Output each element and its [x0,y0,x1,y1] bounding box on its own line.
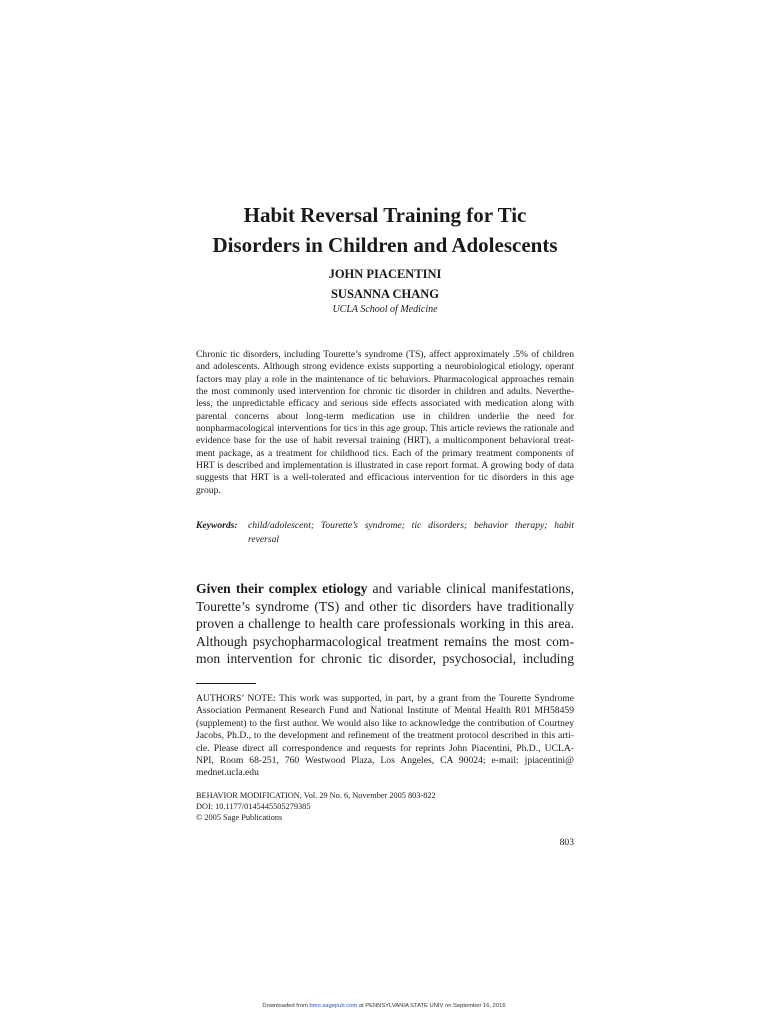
abstract-line: the most commonly used intervention for chronic tic disorder in children and adults. Neverthe- [196,386,574,398]
body-line [196,580,574,598]
journal-doi: DOI: 10.1177/0145445505279385 [196,802,311,812]
abstract-line: and adolescents. Although strong evidence exists supporting a neurobiological etiology, operant [196,361,574,373]
body-text [196,580,574,668]
abstract-line: nonpharmacological interventions for tics in this age group. This article reviews the rationale and [196,423,574,435]
abstract-line: less, the unpredictable efficacy and serious side effects associated with medication along with [196,398,574,410]
abstract-line: suggests that HRT is a well-tolerated and efficacious intervention for tic disorders in this age [196,472,574,484]
body-lead-in: Given their complex etiology [196,581,368,596]
authors-note-line: NPI, Room 68-251, 760 Westwood Plaza, Los Angeles, CA 90024; e-mail: jpiacentini@ [196,754,574,766]
abstract-line: HRT is described and implementation is illustrated in case report format. A growing body of data [196,460,574,472]
authors-note-line: Jacobs, Ph.D., to the development and refinement of the treatment protocol described in this arti- [196,730,574,742]
journal-copyright: © 2005 Sage Publications [196,813,283,823]
footnote-rule [196,683,256,684]
body-line: proven a challenge to health care professionals working in this area. [196,616,574,631]
abstract-line: evidence base for the use of habit reversal training (HRT), a multicomponent behavioral treat- [196,435,574,447]
body-line-rest: and variable clinical manifestations, [367,581,574,596]
author-affiliation: UCLA School of Medicine [332,304,438,315]
body-line: Although psychopharmacological treatment remains the most com- [196,633,574,649]
abstract-line: group. [196,484,221,496]
abstract [196,349,574,497]
authors-note-line: cle. Please direct all correspondence and requests for reprints John Piacentini, Ph.D., UCLA- [196,742,574,754]
authors-note-line: mednet.ucla.edu [196,767,259,779]
article-title [196,200,574,260]
journal-citation: BEHAVIOR MODIFICATION, Vol. 29 No. 6, November 2005 803-822 [196,791,436,800]
authors-note-line: (supplement) to the first author. We would also like to acknowledge the contribution of Courtney [196,717,574,729]
authors-note [196,693,574,780]
page-number: 803 [559,837,574,848]
footer-prefix: Downloaded from [262,1003,310,1009]
author-name: JOHN PIACENTINI [328,267,442,281]
download-footer [0,1003,768,1009]
journal-info [196,790,574,824]
authors-note-line: AUTHORS’ NOTE: This work was supported, in part, by a grant from the Tourette Syndrome [196,693,574,704]
keywords-text: child/adolescent; Tourette’s syndrome; tic disorders; behavior therapy; habit reversal [248,520,574,545]
body-line: mon intervention for chronic tic disorder, psychosocial, including [196,651,574,666]
footer-suffix: at PENNSYLVANIA STATE UNIV on September 16, 2016 [357,1003,506,1009]
title-line-1: Habit Reversal Training for Tic [243,203,527,227]
keywords-label: Keywords: [196,520,238,531]
body-line: Tourette’s syndrome (TS) and other tic disorders have traditionally [196,598,574,614]
footer-link[interactable]: bmo.sagepub.com [309,1003,358,1009]
title-line-2: Disorders in Children and Adolescents [212,233,558,257]
abstract-line: factors may play a role in the maintenance of tic behaviors. Pharmacological approaches remain [196,373,574,385]
author-name: SUSANNA CHANG [330,287,439,301]
abstract-line: parental concerns about long-term medication use in children underlie the need for [196,410,574,422]
abstract-line: ment package, as a treatment for childhood tics. Each of the primary treatment components of [196,447,574,459]
abstract-line: Chronic tic disorders, including Tourette’s syndrome (TS), affect approximately .5% of children [196,349,574,360]
authors-note-line: Association Permanent Research Fund and National Institute of Mental Health R01 MH58459 [196,705,574,717]
